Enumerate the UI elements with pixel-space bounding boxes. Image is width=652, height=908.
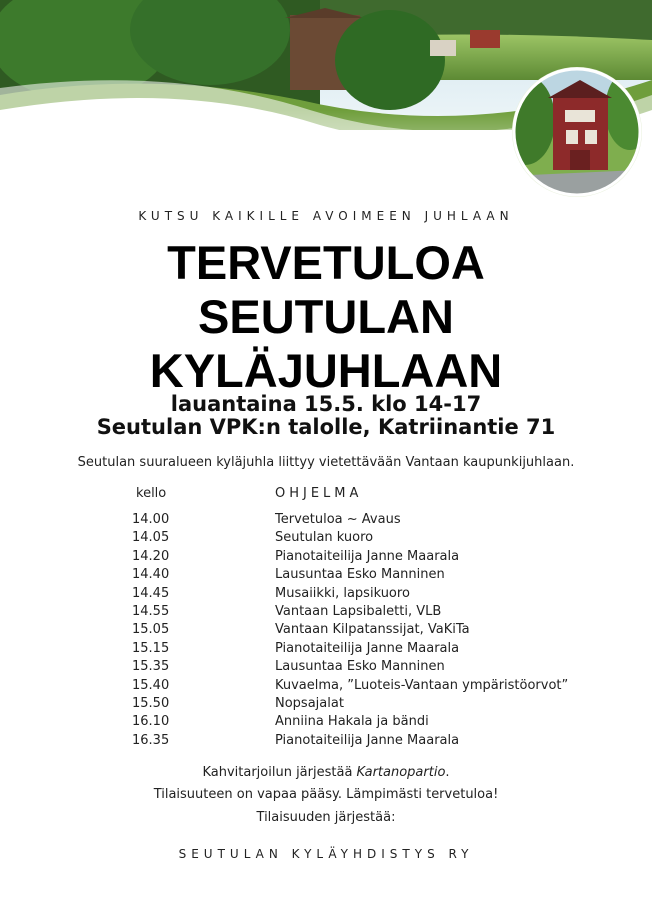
intro-text: Seutulan suuralueen kyläjuhla liittyy vietettävään Vantaan kaupunkijuhlaan.	[77, 455, 575, 470]
program-time: 16.10	[132, 714, 170, 730]
program-row	[0, 732, 652, 750]
program-item: Lausuntaa Esko Manninen	[275, 659, 445, 675]
coffee-note	[0, 765, 652, 780]
program-time: 15.15	[132, 640, 170, 656]
program-row	[0, 566, 652, 584]
program-row	[0, 677, 652, 695]
program-row	[0, 713, 652, 731]
program-row	[0, 621, 652, 639]
program-row	[0, 695, 652, 713]
program-item: Pianotaiteilija Janne Maarala	[275, 548, 460, 564]
program-row	[0, 585, 652, 603]
program-time: 15.35	[132, 659, 170, 675]
coffee-prefix: Kahvitarjoilun järjestää	[202, 765, 357, 780]
program-time: 14.00	[132, 512, 170, 527]
event-date: lauantaina 15.5. klo 14-17	[170, 392, 482, 416]
program-item: Lausuntaa Esko Manninen	[275, 567, 445, 583]
program-time-header: kello	[136, 486, 167, 501]
program-time: 14.40	[132, 567, 170, 583]
headline	[0, 236, 652, 398]
coffee-organizer: Kartanopartio	[356, 765, 446, 780]
header-banner	[0, 0, 652, 200]
program-item: Musaiikki, lapsikuoro	[275, 585, 410, 601]
program-item: Tervetuloa ~ Avaus	[275, 512, 401, 527]
program-item: Nopsajalat	[275, 695, 344, 711]
headline-line-1: TERVETULOA	[167, 236, 485, 289]
program-time: 14.45	[132, 585, 170, 601]
program-time: 15.50	[132, 695, 170, 711]
program-row	[0, 511, 652, 529]
program-item: Anniina Hakala ja bändi	[275, 714, 429, 730]
program-item: Vantaan Kilpatanssijat, VaKiTa	[275, 622, 470, 638]
program-time: 14.20	[132, 548, 170, 564]
organizer-label: Tilaisuuden järjestää:	[256, 810, 396, 825]
headline-line-2: SEUTULAN	[198, 290, 454, 343]
program-time: 14.05	[132, 530, 170, 546]
program-item: Seutulan kuoro	[275, 530, 374, 546]
event-location: Seutulan VPK:n talolle, Katriinantie 71	[96, 415, 556, 439]
banner-graphic	[0, 0, 652, 200]
entry-note: Tilaisuuteen on vapaa pääsy. Lämpimästi tervetuloa!	[153, 787, 499, 802]
program-list	[0, 511, 652, 750]
program-item: Vantaan Lapsibaletti, VLB	[275, 603, 442, 619]
program-header: OHJELMA	[275, 486, 363, 501]
program-row	[0, 548, 652, 566]
headline-line-3: KYLÄJUHLAAN	[149, 344, 503, 397]
program-row	[0, 529, 652, 547]
program-time: 16.35	[132, 732, 170, 748]
program-item: Pianotaiteilija Janne Maarala	[275, 732, 460, 748]
program-time: 15.05	[132, 622, 170, 638]
program-time: 15.40	[132, 677, 170, 693]
program-time: 14.55	[132, 603, 170, 619]
organizer-name: SEUTULAN KYLÄYHDISTYS RY	[178, 847, 474, 861]
program-item: Pianotaiteilija Janne Maarala	[275, 640, 460, 656]
program-row	[0, 640, 652, 658]
coffee-suffix: .	[445, 765, 450, 780]
program-item: Kuvaelma, ”Luoteis-Vantaan ympäristöorvot”	[275, 677, 569, 693]
program-row	[0, 658, 652, 676]
invitation-tagline: KUTSU KAIKILLE AVOIMEEN JUHLAAN	[138, 209, 514, 223]
program-row	[0, 603, 652, 621]
